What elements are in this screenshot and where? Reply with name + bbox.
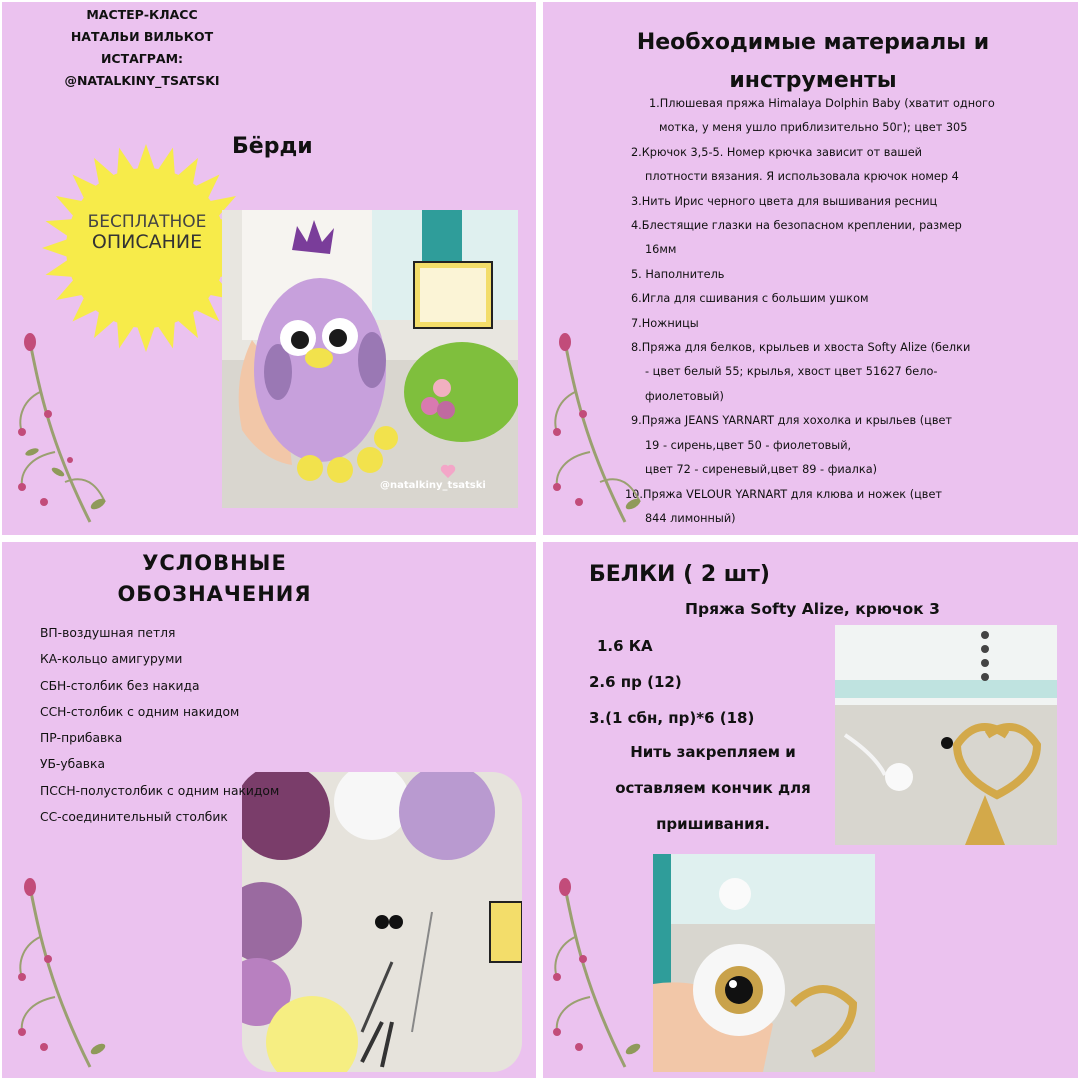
list-item: плотности вязания. Я использовала крючок номер 4	[645, 170, 959, 184]
list-item: 1.Плюшевая пряжа Himalaya Dolphin Baby (хватит одного	[649, 97, 995, 110]
toy-title: Бёрди	[232, 134, 313, 159]
list-item: ВП-воздушная петля	[40, 626, 176, 640]
list-item: фиолетовый)	[645, 389, 724, 403]
badge-line: БЕСПЛАТНОЕ	[87, 212, 207, 232]
list-item: УБ-убавка	[40, 757, 105, 772]
step-item: 2.6 пр (12)	[589, 673, 682, 691]
floral-branch-icon	[10, 332, 110, 532]
materials-title: Необходимые материалы и инструменты	[636, 30, 990, 93]
author-header	[52, 4, 232, 92]
title-line: ОБОЗНАЧЕНИЯ	[117, 582, 312, 606]
list-item: 16мм	[645, 243, 677, 257]
section-title: БЕЛКИ ( 2 шт)	[589, 562, 770, 587]
header-line: МАСТЕР-КЛАСС	[86, 7, 198, 22]
list-item: 9.Пряжа JEANS YARNART для хохолка и крыльев (цвет	[631, 414, 953, 428]
finish-note	[593, 734, 833, 842]
materials-list	[625, 92, 1071, 531]
floral-branch-icon	[545, 332, 645, 532]
free-description-badge	[77, 212, 217, 252]
note-line: пришивания.	[656, 815, 770, 833]
yarn-hook-note: Пряжа Softy Alize, крючок 3	[685, 600, 940, 618]
list-item: ССН-столбик с одним накидом	[40, 704, 240, 719]
list-item: 10.Пряжа VELOUR YARNART для клюва и ножек (цвет	[625, 487, 942, 501]
instagram-watermark: @natalkiny_tsatski	[380, 480, 486, 491]
list-item: ПССН-полустолбик с одним накидом	[40, 783, 280, 798]
panel-materials	[543, 2, 1078, 535]
list-item: 2.Крючок 3,5-5. Номер крючка зависит от вашей	[631, 145, 922, 159]
step-item: 1.6 КА	[597, 637, 653, 655]
list-item: - цвет белый 55; крылья, хвост цвет 51627 бело-	[645, 365, 938, 379]
list-item: 3.Нить Ирис черного цвета для вышивания ресниц	[631, 194, 938, 208]
header-line: ИСТАГРАМ:	[100, 51, 184, 66]
list-item: 7.Ножницы	[631, 316, 699, 330]
title-line: УСЛОВНЫЕ	[142, 551, 287, 575]
list-item: СС-соединительный столбик	[40, 810, 228, 825]
step-item: 3.(1 сбн, пр)*6 (18)	[589, 709, 755, 727]
panel-symbols	[2, 542, 536, 1078]
list-item: СБН-столбик без накида	[40, 678, 200, 693]
badge-line: ОПИСАНИЕ	[91, 231, 203, 253]
list-item: мотка, у меня ушло приблизительно 50г); цвет 305	[659, 121, 968, 135]
list-item: 4.Блестящие глазки на безопасном креплении, размер	[631, 219, 962, 233]
list-item: 6.Игла для сшивания с большим ушком	[631, 292, 869, 306]
panel-eye-whites	[543, 542, 1078, 1078]
symbols-title	[92, 548, 337, 610]
yarn-tools-photo	[242, 772, 522, 1072]
list-item: ПР-прибавка	[40, 731, 123, 746]
note-line: Нить закрепляем и	[630, 743, 796, 761]
floral-branch-icon	[545, 877, 645, 1077]
list-item: 19 - сирень,цвет 50 - фиолетовый,	[645, 438, 852, 452]
note-line: оставляем кончик для	[615, 779, 811, 797]
symbols-list	[40, 620, 279, 830]
bird-toy-photo	[222, 210, 518, 508]
list-item: 8.Пряжа для белков, крыльев и хвоста Softy Alize (белки	[631, 341, 971, 355]
list-item: 844 лимонный)	[645, 511, 736, 525]
floral-branch-icon	[10, 877, 110, 1077]
eye-closeup-photo	[653, 854, 875, 1072]
steps-list	[589, 628, 754, 736]
list-item: КА-кольцо амигуруми	[40, 652, 183, 667]
list-item: 5. Наполнитель	[631, 267, 725, 281]
header-line: @NATALKINY_TSATSKI	[64, 73, 220, 88]
panel-title	[2, 2, 536, 535]
header-line: НАТАЛЬИ ВИЛЬКОТ	[70, 29, 214, 44]
eye-white-photo	[835, 625, 1057, 845]
list-item: цвет 72 - сиреневый,цвет 89 - фиалка)	[645, 463, 878, 477]
